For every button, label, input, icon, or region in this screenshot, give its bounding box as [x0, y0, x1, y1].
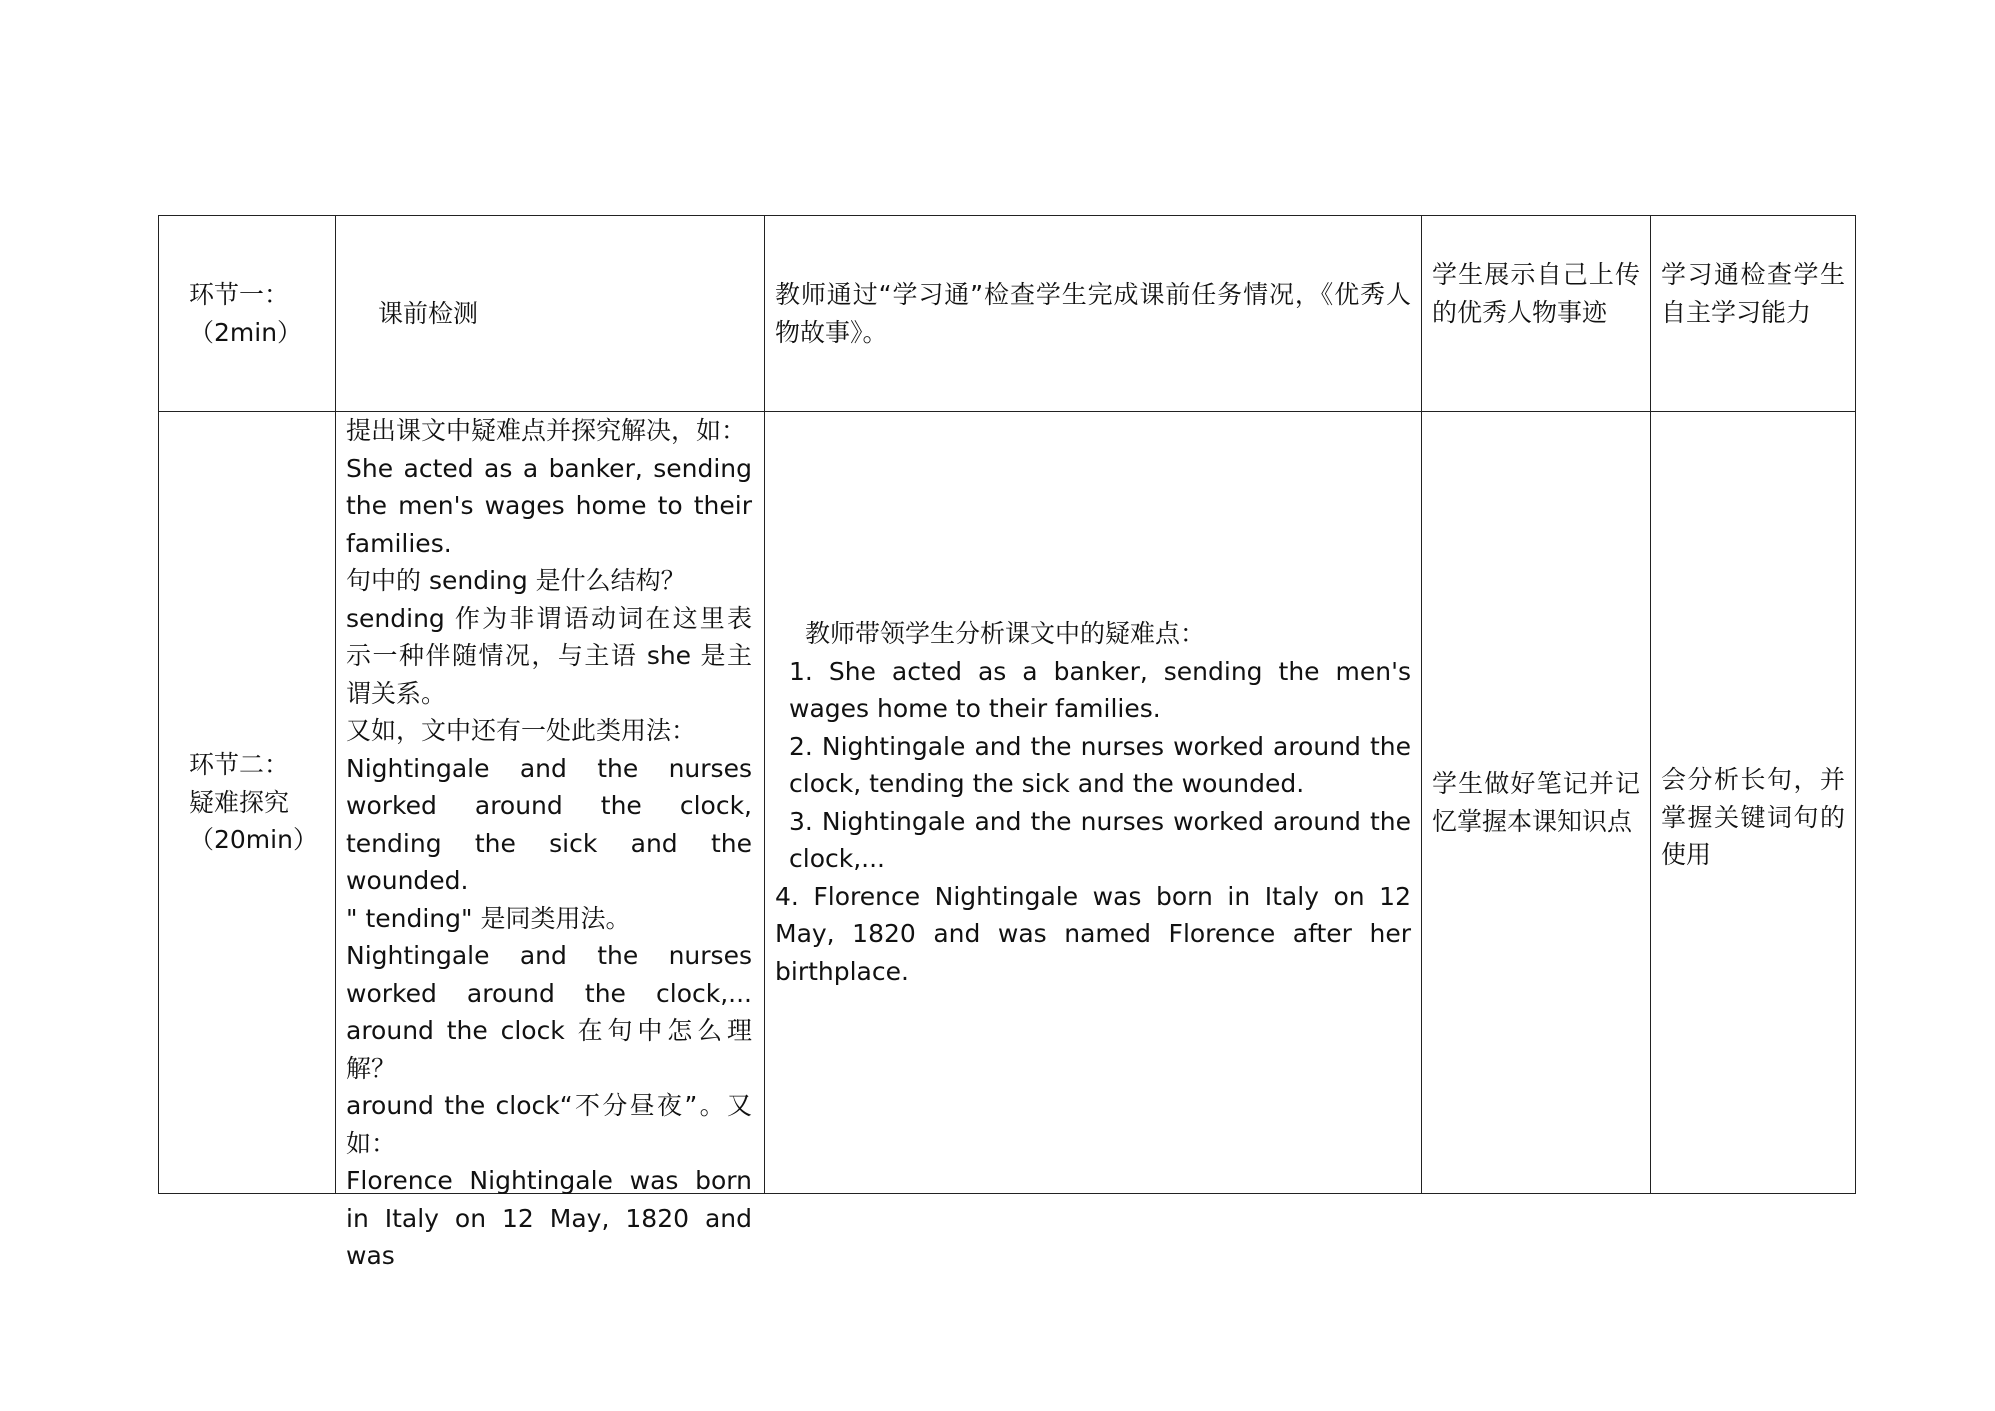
goal-cell [1651, 216, 1856, 412]
stage-duration: （2min） [189, 317, 303, 347]
content-line: 又如，文中还有一处此类用法： [346, 716, 697, 745]
content-line: sending 作为非谓语动词在这里表示一种伴随情况，与主语 she 是主谓关系。 [346, 603, 752, 708]
content-line: around the clock“不分昼夜”。又如： [346, 1091, 752, 1158]
student-activity-text: 学生展示自己上传的优秀人物事迹 [1432, 260, 1640, 327]
content-line: 提出课文中疑难点并探究解决，如： [346, 416, 747, 445]
lesson-plan-table [158, 215, 1856, 1270]
content-cell [336, 412, 765, 1270]
content-line: Nightingale and the nurses worked around the clock,... around the clock 在句中怎么理解？ [346, 941, 752, 1083]
stage-cell [159, 412, 336, 1194]
stage-label: 环节二： [189, 750, 290, 780]
student-activity-cell [1422, 412, 1651, 1194]
stage-label: 环节一： [189, 280, 290, 309]
content-line: " tending" 是同类用法。 [346, 903, 631, 933]
teacher-activity-cell [765, 216, 1422, 412]
goal-text: 学习通检查学生自主学习能力 [1661, 260, 1845, 327]
teacher-activity-cell [765, 412, 1422, 1194]
goal-text: 会分析长句，并掌握关键词句的使用 [1661, 765, 1845, 870]
content-line: Florence Nightingale was born in Italy on 12 May, 1820 and was [346, 1166, 752, 1270]
teacher-activity-text: 教师带领学生分析课文中的疑难点： [805, 619, 1206, 648]
content-line: 句中的 sending 是什么结构？ [346, 566, 686, 595]
teacher-activity-text: 1. She acted as a banker, sending the men's wages home to their families. [789, 656, 1411, 723]
stage-cell [159, 216, 336, 412]
student-activity-text: 学生做好笔记并记忆掌握本课知识点 [1432, 769, 1640, 836]
content-lines [346, 412, 752, 1275]
teacher-activity-text: 2. Nightingale and the nurses worked around the clock, tending the sick and the wounded. [789, 731, 1411, 798]
student-activity-cell [1422, 216, 1651, 412]
teacher-activity-text: 3. Nightingale and the nurses worked around the clock,... [789, 806, 1411, 873]
content-line: Nightingale and the nurses worked around the clock, tending the sick and the wounded. [346, 753, 752, 895]
content-text: 课前检测 [378, 298, 479, 328]
teacher-activity-text: 4. Florence Nightingale was born in Italy on 12 May, 1820 and was named Florence after her birthplace. [775, 881, 1411, 986]
content-cell [336, 216, 765, 412]
stage-name: 疑难探究 [189, 787, 290, 817]
content-line: She acted as a banker, sending the men's wages home to their families. [346, 453, 752, 558]
table-row [159, 216, 1856, 412]
stage-duration: （20min） [189, 825, 318, 855]
teacher-activity-text: 教师通过“学习通”检查学生完成课前任务情况，《优秀人物故事》。 [775, 280, 1411, 347]
table-row [159, 412, 1856, 1194]
goal-cell [1651, 412, 1856, 1194]
